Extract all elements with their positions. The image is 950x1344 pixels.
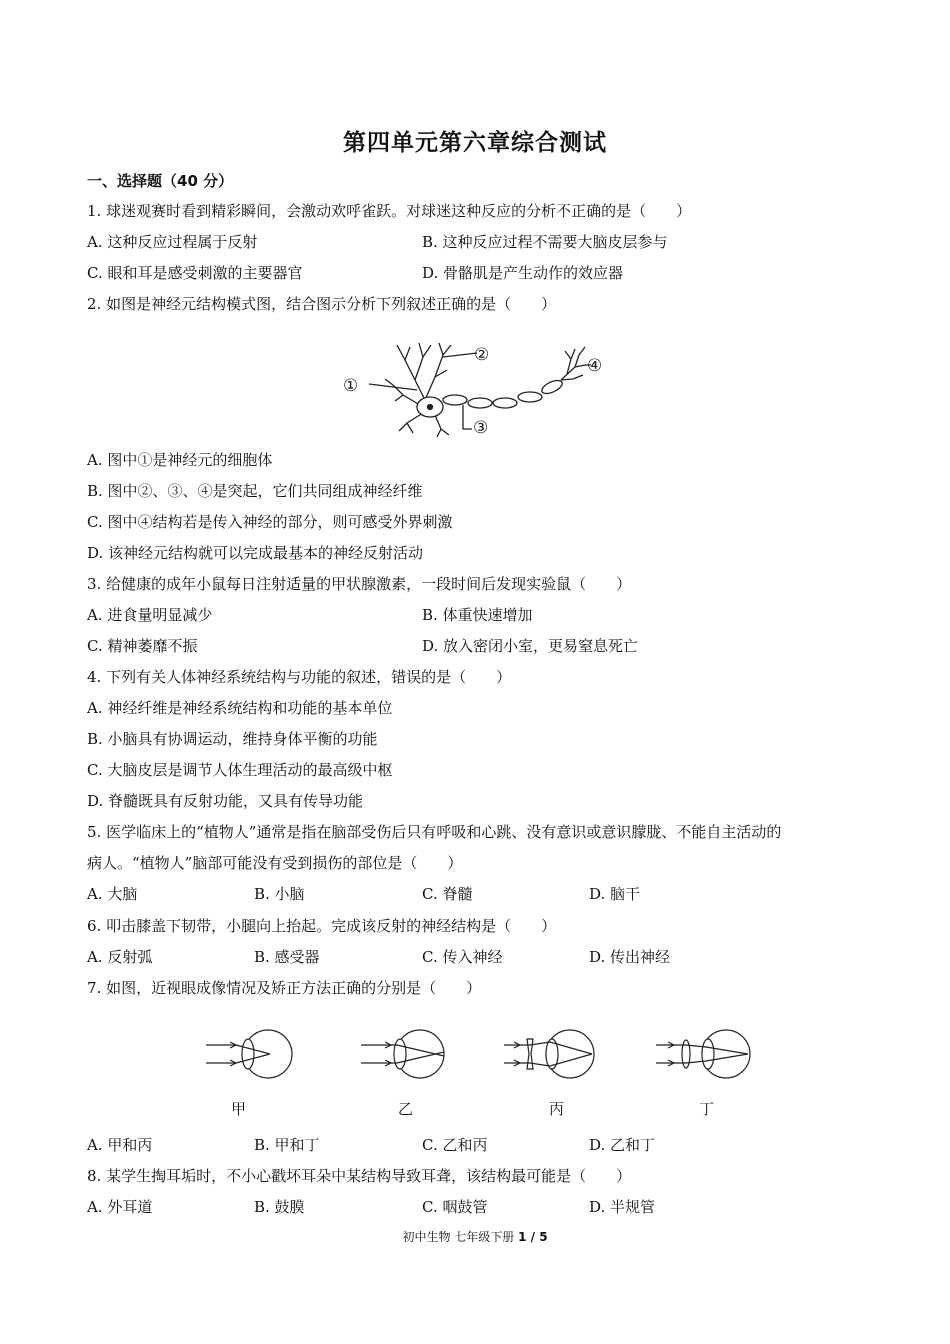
question-7-stem: 7. 如图，近视眼成像情况及矫正方法正确的分别是（ ） [87,979,482,997]
q1-option-d: D. 骨骼肌是产生动作的效应器 [422,264,624,282]
q5-option-d: D. 脑干 [589,885,641,903]
q2-option-a: A. 图中①是神经元的细胞体 [87,451,273,469]
eye-label-ding: 丁 [699,1100,715,1118]
q5-option-b: B. 小脑 [254,885,305,903]
q7-option-a: A. 甲和丙 [87,1136,153,1154]
eye-label-bing: 丙 [549,1100,565,1118]
q3-option-d: D. 放入密闭小室，更易窒息死亡 [422,637,639,655]
neuron-label-3: ③ [473,418,489,438]
question-4-stem: 4. 下列有关人体神经系统结构与功能的叙述，错误的是（ ） [87,668,512,686]
question-5-stem-cont: 病人。“植物人”脑部可能没有受到损伤的部位是（ ） [87,854,463,872]
q1-option-a: A. 这种反应过程属于反射 [87,233,258,251]
q1-option-b: B. 这种反应过程不需要大脑皮层参与 [422,233,668,251]
question-6-stem: 6. 叩击膝盖下韧带，小腿向上抬起。完成该反射的神经结构是（ ） [87,917,557,935]
question-1-stem: 1. 球迷观赛时看到精彩瞬间，会激动欢呼雀跃。对球迷这种反应的分析不正确的是（ ） [87,202,692,220]
page-footer [0,1228,950,1245]
q7-option-b: B. 甲和丁 [254,1136,320,1154]
q6-option-d: D. 传出神经 [589,948,671,966]
q3-option-c: C. 精神萎靡不振 [87,637,198,655]
q2-option-b: B. 图中②、③、④是突起，它们共同组成神经纤维 [87,482,423,500]
q8-option-d: D. 半规管 [589,1198,656,1216]
q6-option-c: C. 传入神经 [422,948,503,966]
eye-diagram-yi [355,1025,455,1085]
q2-option-d: D. 该神经元结构就可以完成最基本的神经反射活动 [87,544,424,562]
neuron-diagram [335,335,615,440]
question-3-stem: 3. 给健康的成年小鼠每日注射适量的甲状腺激素，一段时间后发现实验鼠（ ） [87,575,632,593]
neuron-label-2: ② [474,345,490,365]
q4-option-c: C. 大脑皮层是调节人体生理活动的最高级中枢 [87,761,393,779]
eye-label-jia: 甲 [231,1100,247,1118]
q4-option-b: B. 小脑具有协调运动，维持身体平衡的功能 [87,730,378,748]
eye-label-yi: 乙 [398,1100,414,1118]
q7-option-d: D. 乙和丁 [589,1136,656,1154]
page-title: 第四单元第六章综合测试 [343,130,607,156]
eye-diagram-bing [500,1025,600,1085]
q7-option-c: C. 乙和丙 [422,1136,488,1154]
q8-option-a: A. 外耳道 [87,1198,153,1216]
footer-text: 初中生物 七年级下册 [402,1230,515,1244]
question-5-stem: 5. 医学临床上的“植物人”通常是指在脑部受伤后只有呼吸和心跳、没有意识或意识朦胧、不能自主活动的 [87,823,782,841]
neuron-label-4: ④ [587,356,603,376]
q6-option-b: B. 感受器 [254,948,320,966]
q2-option-c: C. 图中④结构若是传入神经的部分，则可感受外界刺激 [87,513,453,531]
question-2-stem: 2. 如图是神经元结构模式图，结合图示分析下列叙述正确的是（ ） [87,295,557,313]
eye-diagram-ding [652,1025,752,1085]
q8-option-b: B. 鼓膜 [254,1198,305,1216]
q6-option-a: A. 反射弧 [87,948,153,966]
eye-diagram-jia [200,1025,300,1085]
neuron-label-1: ① [343,376,359,396]
question-8-stem: 8. 某学生掏耳垢时，不小心戳坏耳朵中某结构导致耳聋，该结构最可能是（ ） [87,1167,632,1185]
q4-option-a: A. 神经纤维是神经系统结构和功能的基本单位 [87,699,393,717]
section-heading: 一、选择题（40 分） [87,172,234,190]
q8-option-c: C. 咽鼓管 [422,1198,488,1216]
q4-option-d: D. 脊髓既具有反射功能，又具有传导功能 [87,792,364,810]
page-number: 1 / 5 [518,1230,548,1244]
q3-option-a: A. 进食量明显减少 [87,606,213,624]
q3-option-b: B. 体重快速增加 [422,606,533,624]
q5-option-c: C. 脊髓 [422,885,473,903]
q5-option-a: A. 大脑 [87,885,138,903]
q1-option-c: C. 眼和耳是感受刺激的主要器官 [87,264,303,282]
